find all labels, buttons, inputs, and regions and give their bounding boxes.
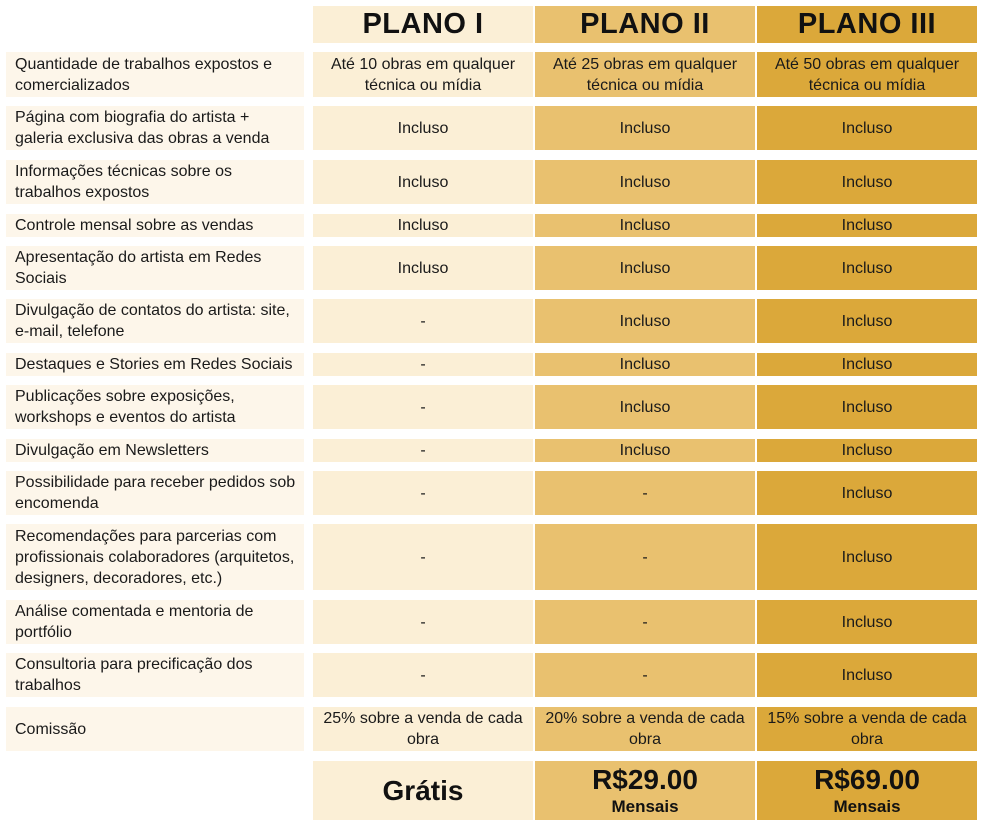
plan-1-price: Grátis [313,761,533,820]
plan-1-cell: - [313,439,533,462]
table-row [0,214,982,237]
table-row [0,353,982,376]
plan-2-cell: 20% sobre a venda de cada obra [535,707,755,751]
plan-2-cell: Incluso [535,439,755,462]
table-row [0,299,982,343]
feature-label: Comissão [6,707,304,751]
header-row [0,6,982,43]
plan-3-cell: 15% sobre a venda de cada obra [757,707,977,751]
plan-2-header: PLANO II [535,6,755,43]
feature-label: Destaques e Stories em Redes Sociais [6,353,304,376]
plan-3-cell: Incluso [757,160,977,204]
plan-1-cell: Até 10 obras em qualquer técnica ou mídia [313,52,533,97]
plan-3-cell: Incluso [757,653,977,697]
plan-2-cell: - [535,524,755,590]
feature-label: Informações técnicas sobre os trabalhos expostos [6,160,304,204]
feature-label: Quantidade de trabalhos expostos e comercializados [6,52,304,97]
feature-label: Recomendações para parcerias com profissionais colaboradores (arquitetos, designers, decoradores, etc.) [6,524,304,590]
plan-3-header: PLANO III [757,6,977,43]
table-row [0,52,982,97]
plan-3-cell: Incluso [757,385,977,429]
plan-3-cell: Até 50 obras em qualquer técnica ou mídia [757,52,977,97]
table-row [0,385,982,429]
feature-label: Controle mensal sobre as vendas [6,214,304,237]
plan-2-cell: - [535,600,755,644]
feature-label: Divulgação em Newsletters [6,439,304,462]
plan-1-cell: 25% sobre a venda de cada obra [313,707,533,751]
plan-2-cell: Incluso [535,160,755,204]
plan-3-cell: Incluso [757,471,977,515]
plan-2-cell: Incluso [535,214,755,237]
plan-3-cell: Incluso [757,246,977,290]
plan-3-cell: Incluso [757,214,977,237]
plan-3-cell: Incluso [757,439,977,462]
plan-2-cell: Incluso [535,385,755,429]
plan-2-cell: Incluso [535,106,755,150]
plan-3-price: R$69.00 [814,763,920,795]
feature-label: Publicações sobre exposições, workshops e eventos do artista [6,385,304,429]
plan-3-cell: Incluso [757,106,977,150]
plan-1-cell: - [313,653,533,697]
plan-1-cell: - [313,471,533,515]
table-row [0,707,982,751]
plan-1-cell: - [313,353,533,376]
plan-2-cell: - [535,471,755,515]
feature-label: Apresentação do artista em Redes Sociais [6,246,304,290]
table-row [0,160,982,204]
plan-1-cell: Incluso [313,214,533,237]
plan-1-header: PLANO I [313,6,533,43]
feature-label: Possibilidade para receber pedidos sob encomenda [6,471,304,515]
table-row [0,471,982,515]
plan-1-cell: - [313,600,533,644]
table-row [0,653,982,697]
price-row [0,761,982,820]
feature-label: Consultoria para precificação dos trabalhos [6,653,304,697]
table-row [0,106,982,150]
plan-1-cell: - [313,524,533,590]
plan-2-cell: Até 25 obras em qualquer técnica ou mídia [535,52,755,97]
table-row [0,246,982,290]
plan-2-price-note: Mensais [611,796,679,816]
feature-label: Divulgação de contatos do artista: site, e-mail, telefone [6,299,304,343]
plan-3-price-note: Mensais [833,796,901,816]
plan-2-cell: Incluso [535,246,755,290]
plan-3-cell: Incluso [757,600,977,644]
plan-2-price-cell [535,761,755,820]
plan-2-cell: - [535,653,755,697]
table-row [0,600,982,644]
plan-1-cell: Incluso [313,106,533,150]
feature-label: Análise comentada e mentoria de portfólio [6,600,304,644]
plan-3-cell: Incluso [757,299,977,343]
plan-1-cell: - [313,299,533,343]
plan-1-cell: Incluso [313,160,533,204]
feature-label: Página com biografia do artista + galeria exclusiva das obras a venda [6,106,304,150]
plan-2-price: R$29.00 [592,763,698,795]
plan-1-cell: - [313,385,533,429]
plan-3-price-cell [757,761,977,820]
plan-2-cell: Incluso [535,299,755,343]
table-row [0,439,982,462]
plan-2-cell: Incluso [535,353,755,376]
plan-1-cell: Incluso [313,246,533,290]
plan-3-cell: Incluso [757,353,977,376]
table-row [0,524,982,590]
plan-3-cell: Incluso [757,524,977,590]
